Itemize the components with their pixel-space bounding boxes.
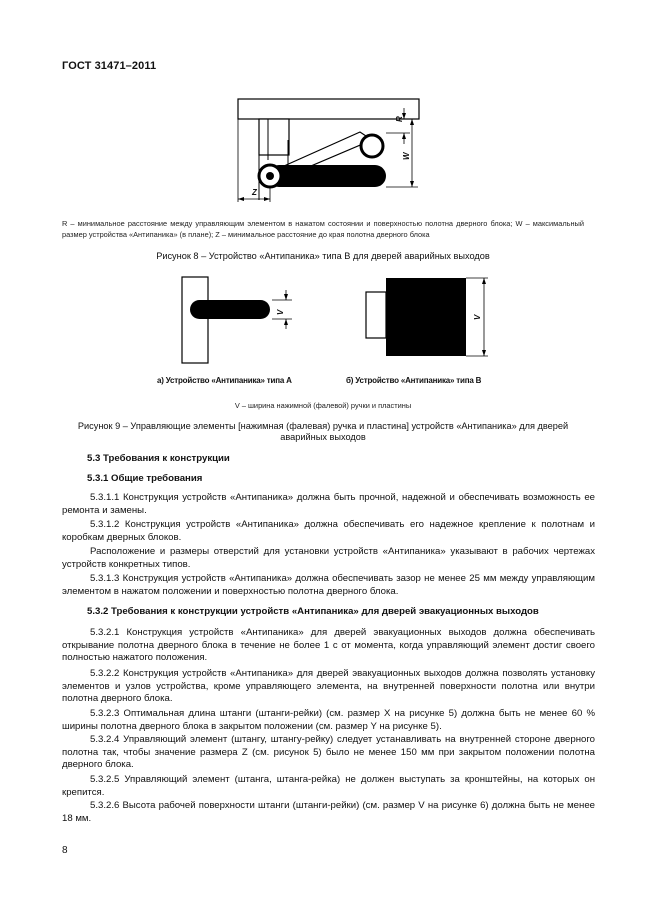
figure-9b-subcaption: б) Устройство «Антипаника» типа B [346, 376, 482, 385]
figure-8-caption: Рисунок 8 – Устройство «Антипаника» типа B для дверей аварийных выходов [156, 251, 490, 261]
para-5-3-2-4: 5.3.2.4 Управляющий элемент (штангу, штангу-рейку) следует устанавливать на внутренней стороне дверного полотна так, чтобы значение размера Z (см. рисунок 5) было не менее 150 мм при закрытом положении полотна дверного блока. [62, 734, 595, 771]
document-header: ГОСТ 31471–2011 [62, 60, 157, 72]
door-frame-top [238, 99, 419, 119]
para-5-3-2-3: 5.3.2.3 Оптимальная длина штанги (штанги-рейки) (см. размер X на рисунке 5) должна быть не менее 60 % ширины полотна дверного блока в закрытом положении (см. размер Y на рисунке 5). [62, 708, 595, 732]
para-5-3-2-6: 5.3.2.6 Высота рабочей поверхности штанги (штанги-рейки) (см. размер V на рисунке 6) должна быть не менее 18 мм. [62, 800, 595, 824]
label-R: R [395, 116, 404, 122]
label-V-a: V [276, 309, 285, 315]
para-5-3-1-3: 5.3.1.3 Конструкция устройств «Антипаника» должна обеспечивать зазор не менее 25 мм между управляющим элементом в нажатом положении и поверхностью полотна дверного блока. [62, 573, 595, 597]
label-W: W [402, 152, 411, 160]
figure-9-caption: Рисунок 9 – Управляющие элементы [нажимная (фалевая) ручка и пластина] устройств «Антипаника» для дверей аварийных выходов [77, 421, 569, 442]
para-5-3-1-1: 5.3.1.1 Конструкция устройств «Антипаника» должна быть прочной, надежной и обеспечивать возможность ее ремонта и замены. [62, 492, 595, 516]
label-Z: Z [252, 188, 257, 197]
para-holes: Расположение и размеры отверстий для установки устройств «Антипаника» указывают в рабочих чертежах устройств конкретных типов. [62, 546, 595, 570]
page-number: 8 [62, 845, 68, 856]
figure-9a-subcaption: а) Устройство «Антипаника» типа A [157, 376, 292, 385]
figure-9a-drawing [182, 277, 292, 363]
door-leaf [259, 119, 289, 155]
para-5-3-1-2: 5.3.1.2 Конструкция устройств «Антипаника» должна обеспечивать его надежное крепление к полотнам и коробкам дверных блоков. [62, 519, 595, 543]
figure-9b-drawing [366, 278, 488, 356]
heading-5-3: 5.3 Требования к конструкции [87, 453, 230, 464]
figure-8-legend: R – минимальное расстояние между управляющим элементом в нажатом состоянии и поверхностью полотна дверного блока; W – максимальный размер устройства «Антипаника» (в плане); Z – минимальное расстояние до края полотна дверного блока [62, 219, 584, 239]
figure-9-legend: V – ширина нажимной (фалевой) ручки и пластины [234, 401, 412, 410]
heading-5-3-2: 5.3.2 Требования к конструкции устройств «Антипаника» для дверей эвакуационных выходов [87, 606, 539, 617]
bar-pressed [268, 165, 386, 187]
heading-5-3-1: 5.3.1 Общие требования [87, 473, 203, 484]
para-5-3-2-1: 5.3.2.1 Конструкция устройств «Антипаника» для дверей эвакуационных выходов должна обеспечивать открывание полотна дверного блока в течение не более 1 с от момента, когда управляющий элемент достиг своего полностью нажатого положения. [62, 627, 595, 664]
para-5-3-2-2: 5.3.2.2 Конструкция устройств «Антипаника» для дверей эвакуационных выходов должна позволять установку элементов и узлов устройства, кроме управляющего элемента, на внутренней поверхности полотна или внутри полотна дверного блока. [62, 668, 595, 705]
para-5-3-2-5: 5.3.2.5 Управляющий элемент (штанга, штанга-рейка) не должен выступать за кронштейны, на которых он крепится. [62, 774, 595, 798]
label-V-b: V [473, 314, 482, 320]
bar-released [361, 135, 383, 157]
